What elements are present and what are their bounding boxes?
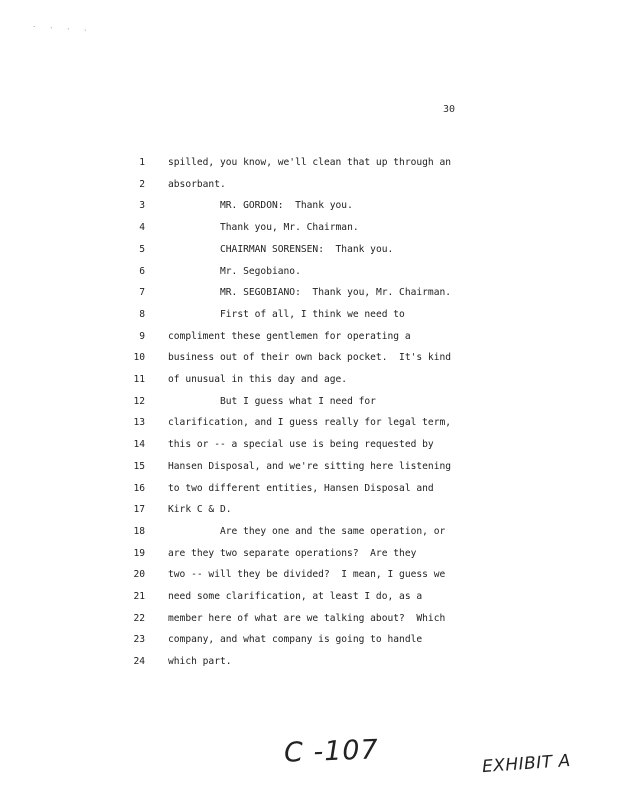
transcript-line xyxy=(0,612,619,626)
transcript-line xyxy=(0,460,619,474)
line-number: 21 xyxy=(133,591,145,602)
line-text: Thank you, Mr. Chairman. xyxy=(220,222,359,234)
line-number: 7 xyxy=(139,287,145,299)
line-text: Hansen Disposal, and we're sitting here listening xyxy=(168,460,452,472)
transcript-line xyxy=(0,482,619,496)
transcript-line xyxy=(0,525,619,539)
transcript-line xyxy=(0,156,619,170)
line-text: company, and what company is going to handle xyxy=(168,634,423,646)
line-number: 15 xyxy=(133,460,145,472)
transcript-line xyxy=(0,221,619,235)
transcript-line xyxy=(0,243,619,257)
line-text: clarification, and I guess really for legal term, xyxy=(168,417,452,429)
line-number: 19 xyxy=(133,547,145,559)
line-number: 11 xyxy=(133,374,145,385)
line-number: 14 xyxy=(133,439,145,451)
line-text: But I guess what I need for xyxy=(220,395,376,407)
line-text: absorbant. xyxy=(168,178,226,190)
line-text: this or -- a special use is being requested by xyxy=(168,439,434,451)
transcript-line xyxy=(0,199,619,213)
transcript-line xyxy=(0,568,619,582)
line-text: which part. xyxy=(168,656,232,668)
line-number: 17 xyxy=(133,504,145,516)
line-text: Mr. Segobiano. xyxy=(220,265,301,277)
line-text: to two different entities, Hansen Disposal and xyxy=(168,482,434,494)
transcript-line xyxy=(0,286,619,300)
transcript-line xyxy=(0,351,619,365)
transcript-line xyxy=(0,438,619,452)
line-number: 24 xyxy=(133,656,145,668)
line-text: First of all, I think we need to xyxy=(220,308,405,320)
line-number: 16 xyxy=(133,482,145,494)
line-number: 18 xyxy=(133,525,145,537)
line-text: spilled, you know, we'll clean that up through an xyxy=(168,157,452,168)
line-text: compliment these gentlemen for operating a xyxy=(168,330,411,342)
handwritten-bates-number: C -107 xyxy=(283,734,380,769)
transcript-line xyxy=(0,590,619,604)
line-number: 2 xyxy=(139,178,145,190)
line-text: are they two separate operations? Are they xyxy=(168,547,417,559)
line-number: 4 xyxy=(139,222,145,234)
handwritten-exhibit-label: EXHIBIT A xyxy=(481,750,572,778)
transcript-line xyxy=(0,655,619,669)
transcript-line xyxy=(0,395,619,409)
line-text: Kirk C & D. xyxy=(168,504,232,516)
transcript-line xyxy=(0,416,619,430)
line-number: 8 xyxy=(139,308,145,320)
line-text: need some clarification, at least I do, as a xyxy=(168,591,423,602)
page-number: 30 xyxy=(443,104,456,115)
line-number: 23 xyxy=(133,634,145,646)
line-number: 13 xyxy=(133,417,145,429)
line-text: member here of what are we talking about? Which xyxy=(168,612,446,624)
transcript-line xyxy=(0,373,619,387)
line-number: 12 xyxy=(133,395,145,407)
scan-corner-marks: . . . . xyxy=(32,19,94,34)
line-number: 20 xyxy=(133,569,145,581)
transcript-line xyxy=(0,178,619,192)
transcript-line xyxy=(0,265,619,279)
line-text: business out of their own back pocket. It's kind xyxy=(168,352,452,364)
line-text: two -- will they be divided? I mean, I guess we xyxy=(168,569,446,581)
line-text: MR. SEGOBIANO: Thank you, Mr. Chairman. xyxy=(220,287,452,299)
line-number: 1 xyxy=(139,157,145,168)
transcript-line xyxy=(0,503,619,517)
line-number: 5 xyxy=(139,243,145,255)
line-text: of unusual in this day and age. xyxy=(168,374,348,385)
transcript-line xyxy=(0,330,619,344)
transcript-line xyxy=(0,547,619,561)
line-text: MR. GORDON: Thank you. xyxy=(220,200,353,212)
line-number: 3 xyxy=(139,200,145,212)
line-number: 10 xyxy=(133,352,145,364)
transcript-line xyxy=(0,633,619,647)
transcript-line xyxy=(0,308,619,322)
line-text: CHAIRMAN SORENSEN: Thank you. xyxy=(220,243,394,255)
line-number: 9 xyxy=(139,330,145,342)
line-number: 22 xyxy=(133,612,145,624)
line-text: Are they one and the same operation, or xyxy=(220,525,446,537)
line-number: 6 xyxy=(139,265,145,277)
